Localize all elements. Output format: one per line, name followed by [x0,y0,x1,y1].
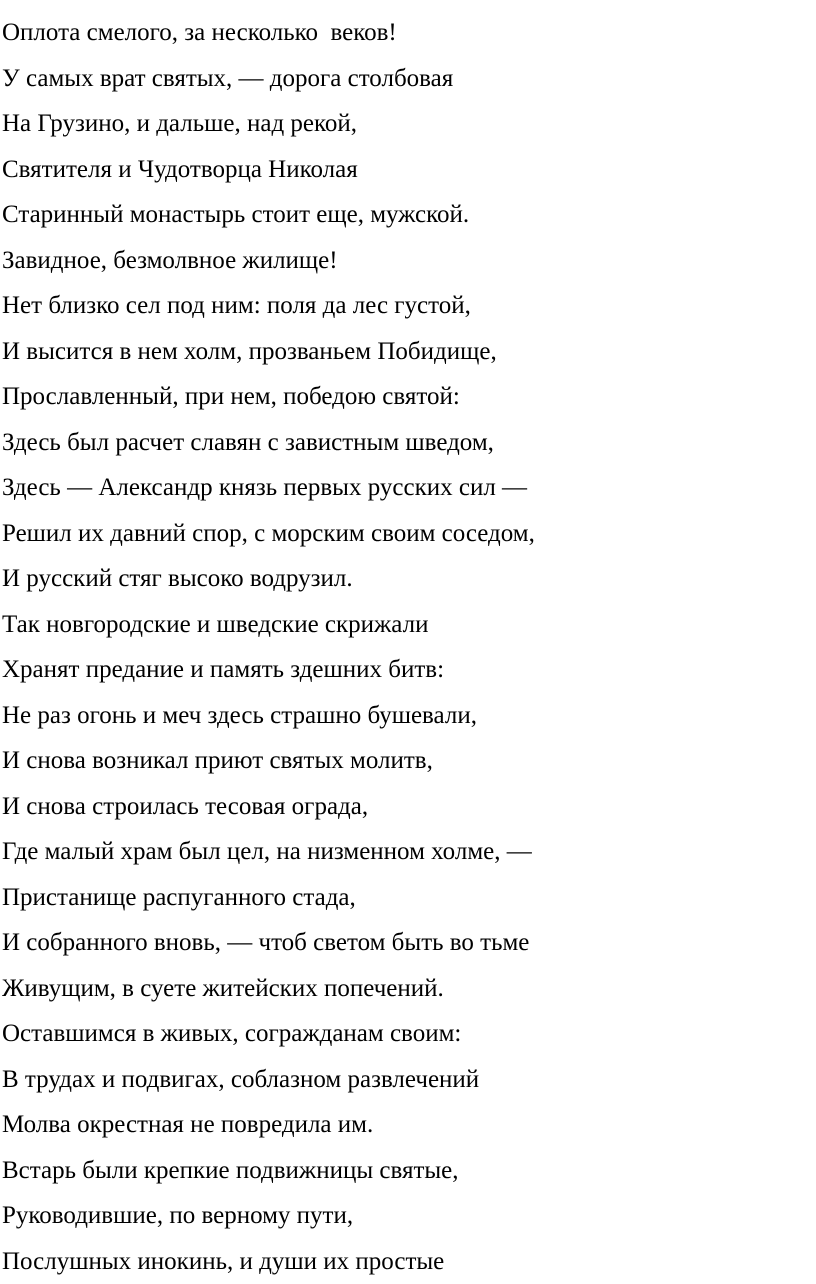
poem-line: И высится в нем холм, прозваньем Побидище, [2,329,814,375]
poem-text [2,10,814,1284]
poem-line: Здесь — Александр князь первых русских сил — [2,465,814,511]
poem-line: Решил их давний спор, с морским своим соседом, [2,511,814,557]
poem-line: Прославленный, при нем, победою святой: [2,374,814,420]
poem-line: Нет близко сел под ним: поля да лес густой, [2,283,814,329]
poem-line: Оплота смелого, за несколько веков! [2,10,814,56]
poem-line: Живущим, в суете житейских попечений. [2,966,814,1012]
poem-line: Завидное, безмолвное жилище! [2,238,814,284]
poem-line: Молва окрестная не повредила им. [2,1102,814,1148]
poem-line: Не раз огонь и меч здесь страшно бушевали, [2,693,814,739]
poem-line: Пристанище распуганного стада, [2,875,814,921]
poem-line: На Грузино, и дальше, над рекой, [2,101,814,147]
poem-line: И русский стяг высоко водрузил. [2,556,814,602]
poem-line: Старинный монастырь стоит еще, мужской. [2,192,814,238]
poem-line: И снова строилась тесовая ограда, [2,784,814,830]
poem-line: Святителя и Чудотворца Николая [2,147,814,193]
poem-line: Послушных инокинь, и души их простые [2,1239,814,1284]
poem-line: У самых врат святых, — дорога столбовая [2,56,814,102]
poem-line: И собранного вновь, — чтоб светом быть во тьме [2,920,814,966]
poem-line: Оставшимся в живых, согражданам своим: [2,1011,814,1057]
poem-line: Хранят предание и память здешних битв: [2,647,814,693]
poem-line: И снова возникал приют святых молитв, [2,738,814,784]
poem-line: Встарь были крепкие подвижницы святые, [2,1148,814,1194]
poem-line: В трудах и подвигах, соблазном развлечений [2,1057,814,1103]
poem-line: Руководившие, по верному пути, [2,1193,814,1239]
poem-line: Так новгородские и шведские скрижали [2,602,814,648]
poem-line: Где малый храм был цел, на низменном холме, — [2,829,814,875]
poem-line: Здесь был расчет славян с завистным шведом, [2,420,814,466]
